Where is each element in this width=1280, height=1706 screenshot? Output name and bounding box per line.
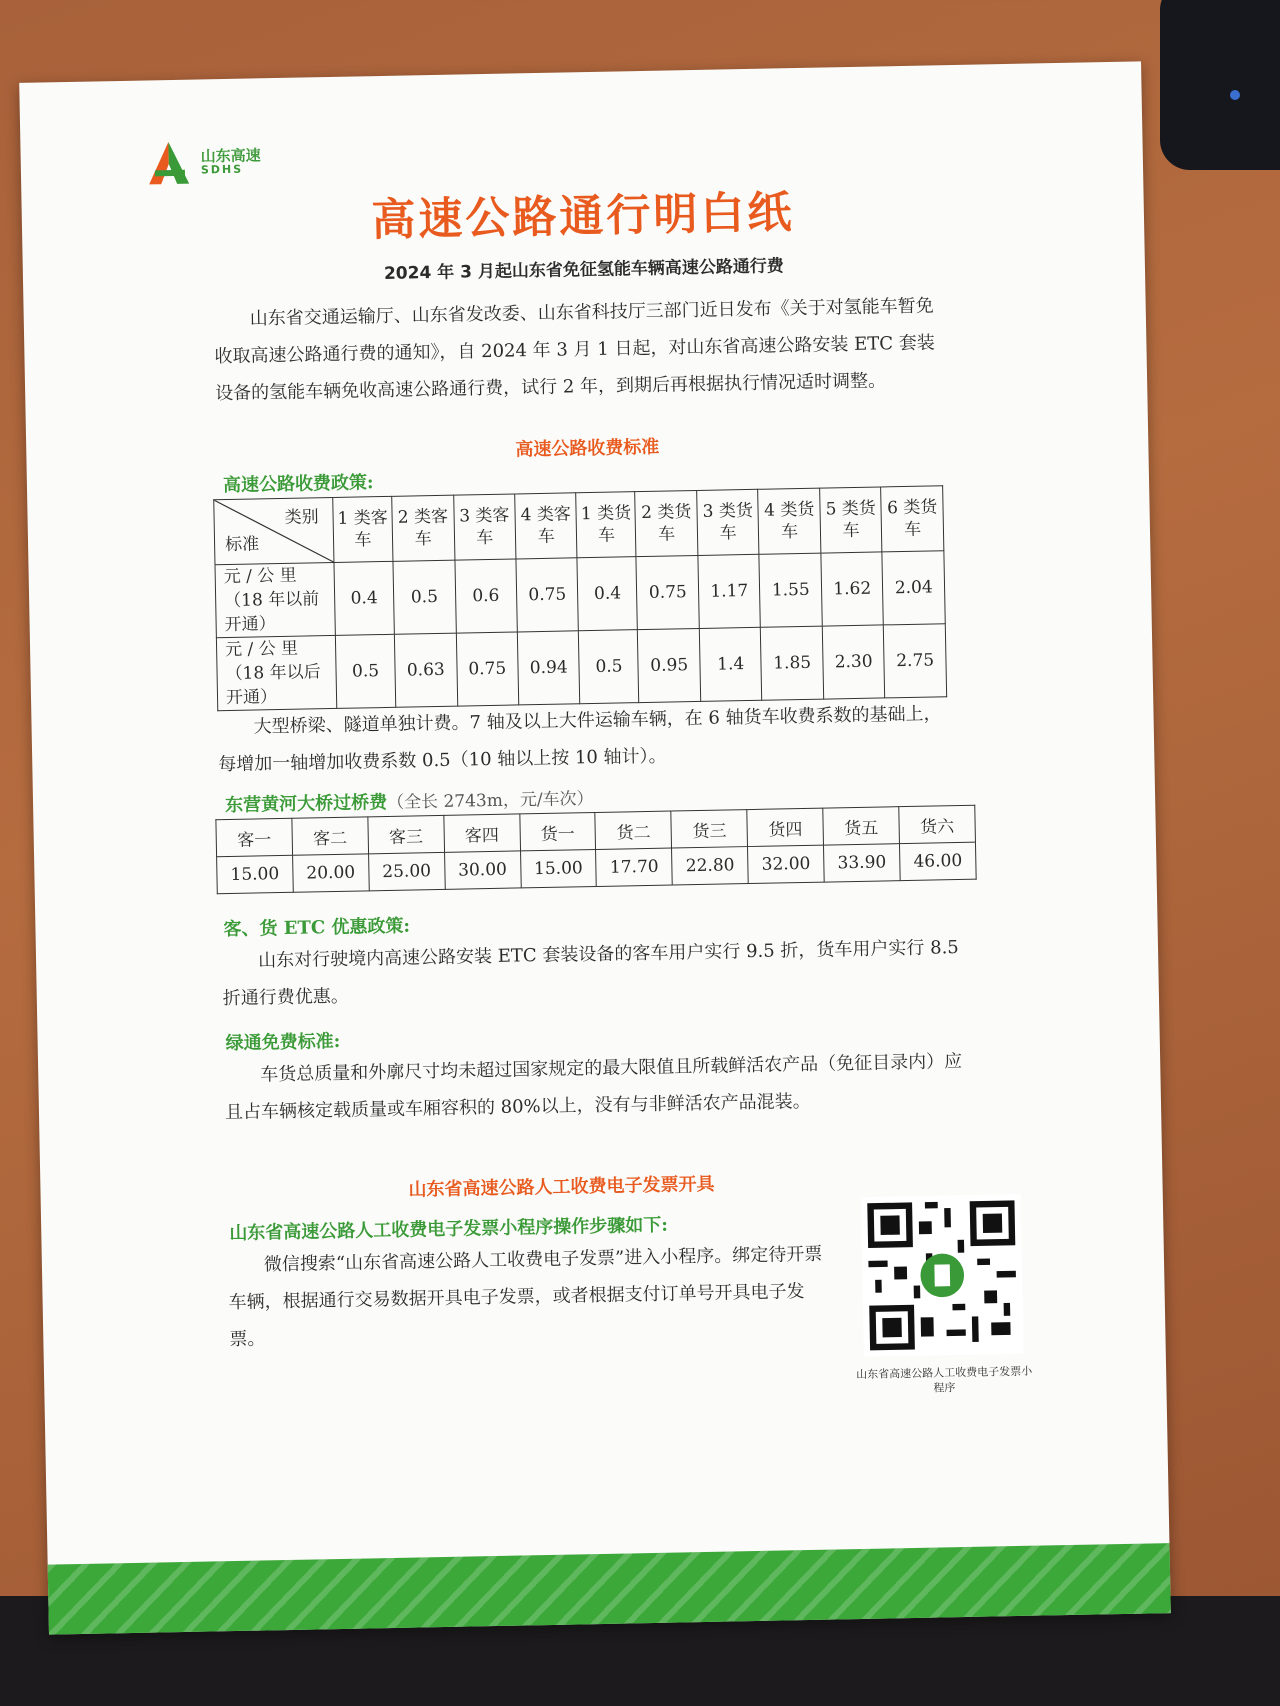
bridge-cell: 46.00 — [899, 842, 976, 880]
corner-bottom-label: 标准 — [224, 534, 260, 556]
corner-top-label: 类别 — [284, 507, 319, 528]
bridge-header: 客四 — [444, 814, 521, 852]
qr-code-icon[interactable] — [861, 1194, 1024, 1357]
fee-cell: 1.85 — [761, 626, 824, 700]
bridge-header: 货一 — [519, 812, 596, 850]
etc-paragraph: 山东对行驶境内高速公路安装 ETC 套装设备的客车用户实行 9.5 折，货车用户实行 8.5 折通行费优惠。 — [222, 937, 959, 1010]
green-pass-paragraph: 车货总质量和外廓尺寸均未超过国家规定的最大限值且所载鲜活农产品（免征目录内）应且占车辆核定载质量或车厢容积的 80%以上，没有与非鲜活农产品混装。 — [224, 1050, 963, 1124]
fee-cell: 1.55 — [759, 553, 822, 627]
bridge-label-text: 东营黄河大桥过桥费 — [224, 791, 388, 817]
logo-a-icon — [140, 140, 197, 187]
fee-col-header: 6 类货车 — [881, 486, 944, 552]
bridge-header: 货四 — [747, 808, 824, 846]
fee-cell: 0.4 — [577, 557, 637, 631]
device-light — [1230, 90, 1240, 100]
fee-cell: 0.95 — [638, 628, 701, 702]
fee-row-label: 元 / 公 里（18 年以前开通） — [215, 562, 335, 637]
toll-policy-label: 高速公路收费政策: — [222, 472, 374, 497]
fee-col-header: 2 类货车 — [635, 490, 698, 556]
intro-paragraph: 山东省交通运输厅、山东省发改委、山东省科技厅三部门近日发布《关于对氢能车暂免收取高速公路通行费的通知》，自 2024 年 3 月 1 日起，对山东省高速公路安装 ETC 套装设备的氢能车辆免收高速公路通行费，试行 2 年，到期后再根据执行情况适时调整。 — [214, 295, 935, 405]
fee-cell: 0.5 — [579, 630, 639, 704]
fee-cell: 0.5 — [393, 560, 456, 634]
fee-cell: 0.6 — [454, 559, 517, 633]
phone-device — [1160, 0, 1280, 170]
fee-cell: 0.63 — [394, 633, 457, 707]
fee-cell: 2.75 — [884, 624, 947, 698]
etc-label: 客、货 ETC 优惠政策: — [223, 915, 411, 941]
bridge-cell: 32.00 — [748, 845, 825, 883]
bridge-table — [215, 805, 976, 895]
bridge-header: 客一 — [216, 818, 293, 856]
green-pass-label: 绿通免费标准: — [225, 1030, 341, 1055]
bridge-cell: 30.00 — [444, 851, 521, 889]
bridge-note: 大型桥梁、隧道单独计费。7 轴及以上大件运输车辆，在 6 轴货车收费系数的基础上，每增加一轴增加收费系数 0.5（10 轴以上按 10 轴计）。 — [218, 703, 942, 776]
bridge-header: 货三 — [671, 810, 748, 848]
fee-col-header: 4 类客车 — [515, 493, 578, 559]
bridge-header: 客二 — [292, 817, 369, 855]
bridge-header: 客三 — [368, 815, 445, 853]
page-title: 高速公路通行明白纸 — [370, 187, 795, 247]
bridge-label-note: （全长 2743m，元/车次） — [386, 789, 594, 813]
bridge-cell: 33.90 — [824, 844, 901, 882]
fee-cell: 0.94 — [517, 631, 580, 705]
fee-cell: 1.4 — [699, 627, 762, 701]
fee-cell: 2.04 — [882, 551, 945, 625]
table-row — [215, 551, 945, 638]
bridge-cell: 25.00 — [368, 852, 445, 890]
fee-cell: 0.75 — [456, 632, 519, 706]
fee-col-header: 4 类货车 — [758, 488, 821, 554]
logo-en: SDHS — [200, 162, 244, 177]
bridge-cell: 20.00 — [292, 854, 369, 892]
fee-col-header: 1 类客车 — [333, 496, 393, 562]
bridge-cell: 15.00 — [217, 855, 294, 893]
fee-cell: 2.30 — [822, 625, 885, 699]
fee-col-header: 2 类客车 — [392, 495, 455, 561]
fee-cell: 0.4 — [334, 561, 394, 635]
fee-col-header: 5 类货车 — [820, 487, 883, 553]
logo-cn: 山东高速 — [200, 146, 261, 166]
toll-standard-title: 高速公路收费标准 — [515, 436, 660, 461]
fee-col-header: 1 类货车 — [576, 492, 636, 558]
fee-cell: 0.75 — [516, 558, 579, 632]
bridge-header: 货二 — [595, 811, 672, 849]
fee-col-header: 3 类客车 — [453, 494, 516, 560]
bridge-cell: 22.80 — [672, 847, 749, 885]
fee-table — [213, 485, 947, 711]
bridge-header: 货五 — [823, 807, 900, 845]
invoice-label: 山东省高速公路人工收费电子发票小程序操作步骤如下: — [229, 1214, 669, 1245]
fee-col-header: 3 类货车 — [697, 489, 760, 555]
fee-row-label: 元 / 公 里（18 年以后开通） — [216, 635, 336, 710]
invoice-paragraph: 微信搜索“山东省高速公路人工收费电子发票”进入小程序。绑定待开票车辆，根据通行交易数据开具电子发票，或者根据支付订单号开具电子发票。 — [228, 1243, 823, 1351]
sdhs-logo — [140, 138, 261, 186]
qr-caption: 山东省高速公路人工收费电子发票小程序 — [856, 1364, 1033, 1395]
notice-paper — [19, 61, 1171, 1634]
bridge-cell: 15.00 — [520, 849, 597, 887]
fee-cell: 0.5 — [335, 634, 395, 708]
fee-cell: 0.75 — [636, 555, 699, 629]
fee-cell: 1.62 — [821, 552, 884, 626]
fee-cell: 1.17 — [698, 554, 761, 628]
fee-table-corner — [214, 497, 334, 564]
invoice-title: 山东省高速公路人工收费电子发票开具 — [408, 1173, 715, 1201]
bridge-cell: 17.70 — [596, 848, 673, 886]
bridge-header: 货六 — [899, 805, 976, 843]
page-subtitle: 2024 年 3 月起山东省免征氢能车辆高速公路通行费 — [383, 256, 785, 284]
